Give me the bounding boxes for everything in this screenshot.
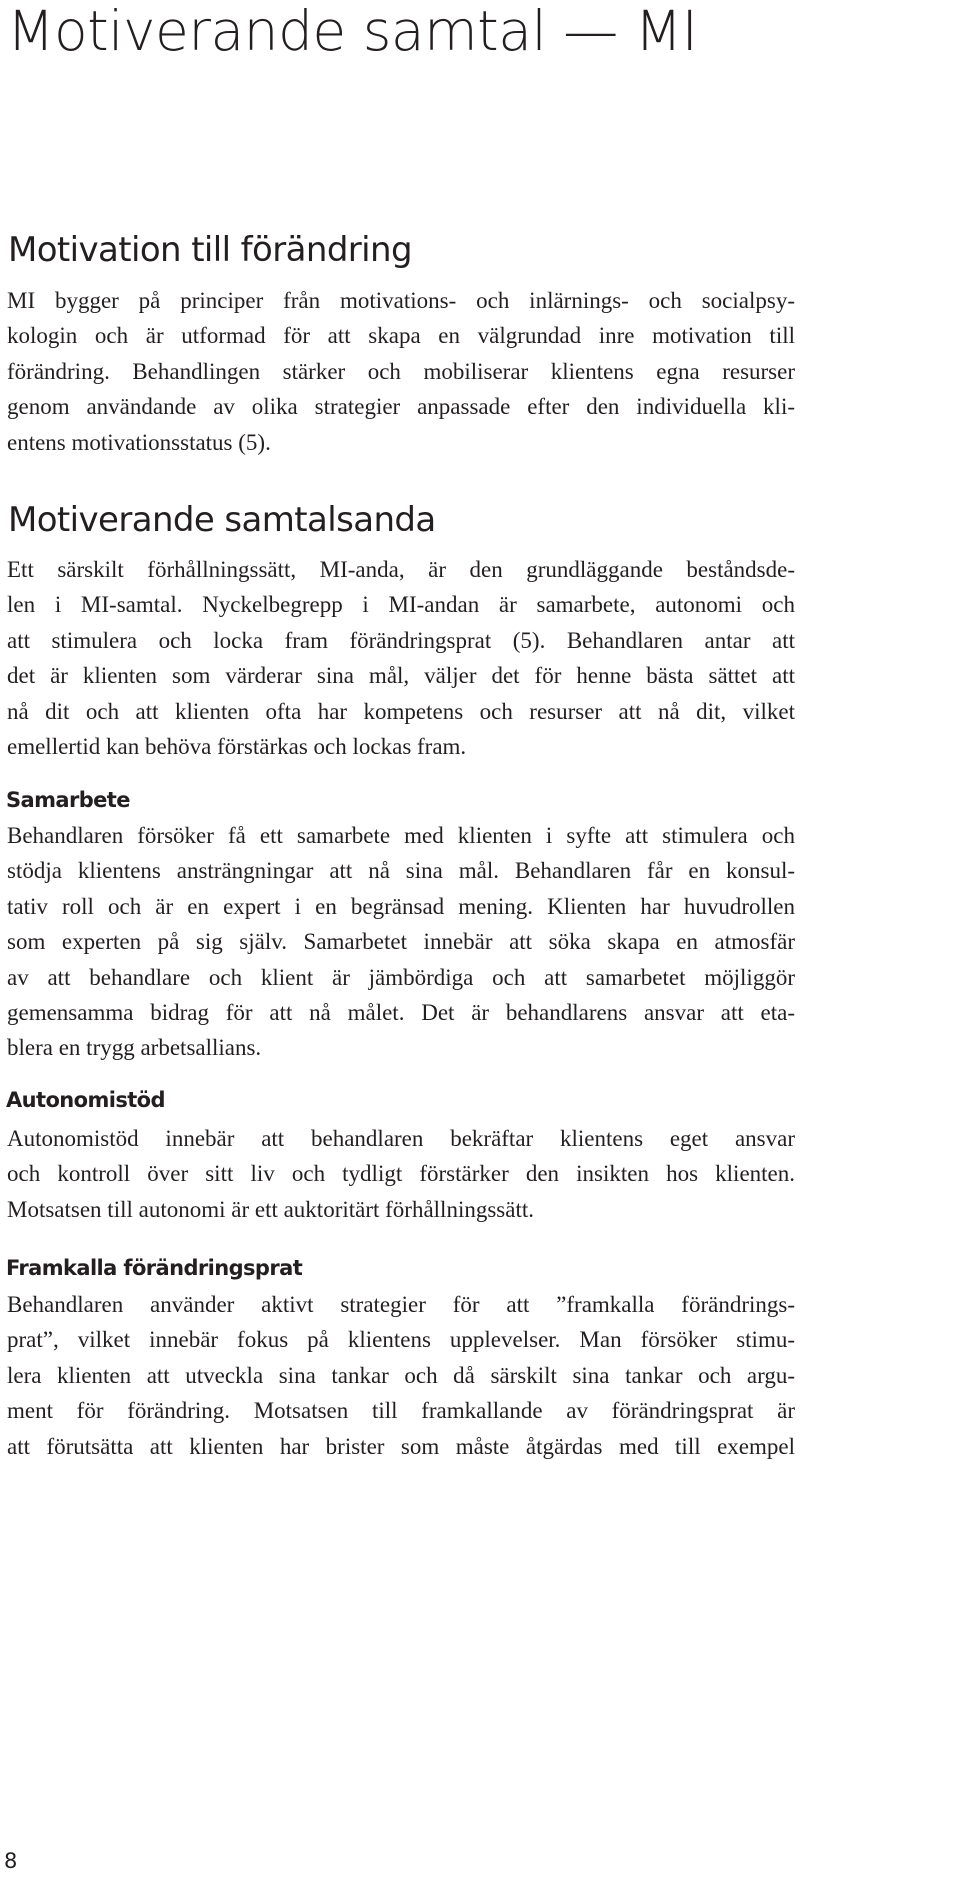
page-number: 8 [4, 1849, 18, 1873]
section-heading-samtalsanda: Motiverande samtalsanda [8, 500, 436, 540]
section-heading-motivation: Motivation till förändring [8, 230, 412, 270]
text-line: och kontroll över sitt liv och tydligt förstärker den insikten hos klienten. [7, 1161, 795, 1187]
text-line: ment för förändring. Motsatsen till framkallande av förändringsprat är [7, 1398, 795, 1424]
text-line: kologin och är utformad för att skapa en välgrundad inre motivation till [7, 323, 795, 349]
text-line: stödja klientens ansträngningar att nå sina mål. Behandlaren får en konsul- [7, 858, 795, 884]
section-body-autonomistod [7, 1121, 795, 1227]
text-line: Motsatsen till autonomi är ett auktoritärt förhållningssätt. [7, 1196, 534, 1222]
text-line: förändring. Behandlingen stärker och mobiliserar klientens egna resurser [7, 358, 795, 384]
text-line: av att behandlare och klient är jämbördiga och att samarbetet möjliggör [7, 964, 795, 990]
text-line: entens motivationsstatus (5). [7, 429, 271, 455]
section-heading-autonomistod: Autonomistöd [6, 1088, 165, 1112]
section-heading-forandringsprat: Framkalla förändringsprat [6, 1256, 303, 1280]
text-line: emellertid kan behöva förstärkas och lockas fram. [7, 734, 467, 760]
text-line: Behandlaren försöker få ett samarbete med klienten i syfte att stimulera och [7, 823, 795, 848]
text-line: att stimulera och locka fram förändringsprat (5). Behandlaren antar att [7, 627, 795, 653]
text-line: len i MI-samtal. Nyckelbegrepp i MI-andan är samarbete, autonomi och [7, 592, 795, 618]
section-body-samtalsanda [7, 552, 795, 764]
text-line: genom användande av olika strategier anpassade efter den individuella kli- [7, 394, 795, 420]
text-line: MI bygger på principer från motivations- och inlärnings- och socialpsy- [7, 288, 795, 313]
section-body-motivation [7, 283, 795, 460]
section-body-forandringsprat [7, 1287, 795, 1464]
text-line: nå dit och att klienten ofta har kompetens och resurser att nå dit, vilket [7, 698, 795, 724]
text-line: lera klienten att utveckla sina tankar och då särskilt sina tankar och argu- [7, 1362, 795, 1388]
text-line: blera en trygg arbetsallians. [7, 1035, 262, 1061]
text-line: Behandlaren använder aktivt strategier för att ”framkalla förändrings- [7, 1292, 795, 1317]
page-title: Motiverande samtal — MI [7, 0, 698, 63]
text-line: att förutsätta att klienten har brister som måste åtgärdas med till exempel [7, 1433, 795, 1459]
text-line: som experten på sig själv. Samarbetet innebär att söka skapa en atmosfär [7, 929, 795, 955]
text-line: tativ roll och är en expert i en begränsad mening. Klienten har huvudrollen [7, 893, 795, 919]
text-line: Ett särskilt förhållningssätt, MI-anda, är den grundläggande beståndsde- [7, 557, 795, 582]
section-heading-samarbete: Samarbete [6, 788, 130, 812]
text-line: gemensamma bidrag för att nå målet. Det är behandlarens ansvar att eta- [7, 1000, 795, 1026]
section-body-samarbete [7, 818, 795, 1066]
text-line: Autonomistöd innebär att behandlaren bekräftar klientens eget ansvar [7, 1126, 795, 1151]
text-line: det är klienten som värderar sina mål, väljer det för henne bästa sättet att [7, 663, 795, 689]
text-line: prat”, vilket innebär fokus på klientens upplevelser. Man försöker stimu- [7, 1327, 795, 1353]
